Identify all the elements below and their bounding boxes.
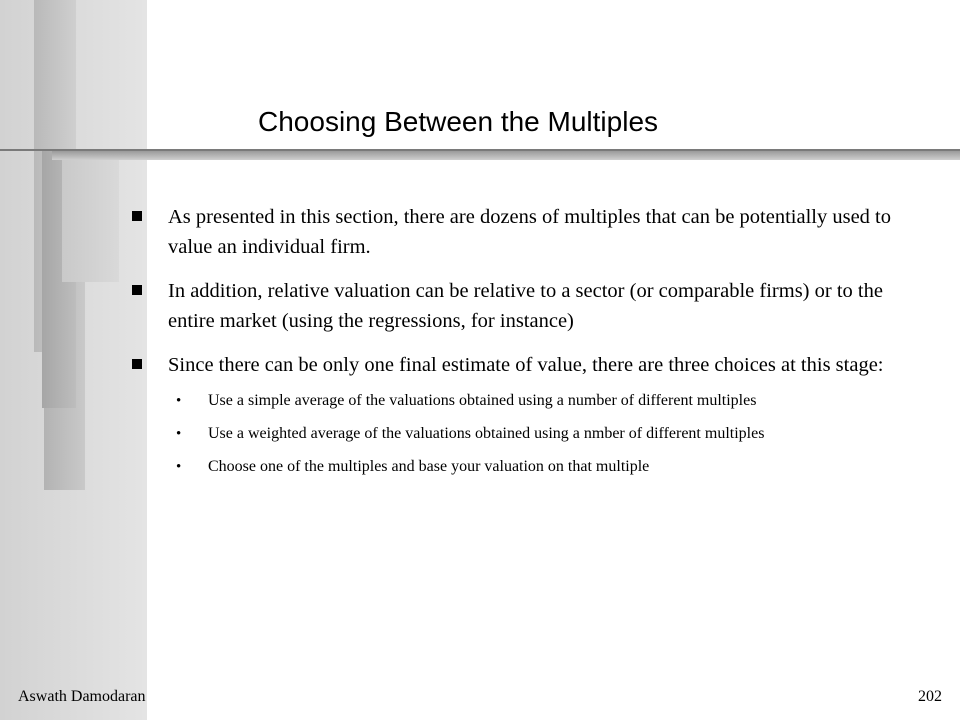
sub-bullet-item bbox=[176, 456, 912, 478]
bullet-item bbox=[132, 202, 912, 262]
square-bullet-icon bbox=[132, 285, 142, 295]
bullet-item bbox=[132, 350, 912, 380]
decorative-bar bbox=[62, 160, 119, 282]
dot-bullet-icon: • bbox=[176, 393, 182, 409]
page-title: Choosing Between the Multiples bbox=[258, 106, 659, 137]
dot-bullet-icon: • bbox=[176, 426, 182, 442]
sub-bullet-item bbox=[176, 390, 912, 412]
footer-author: Aswath Damodaran bbox=[18, 688, 146, 705]
bullet-text: Since there can be only one final estimate of value, there are three choices at this stage: bbox=[168, 354, 884, 376]
square-bullet-icon bbox=[132, 211, 142, 221]
page-number: 202 bbox=[918, 688, 942, 705]
sub-bullet-text: Choose one of the multiples and base your valuation on that multiple bbox=[208, 458, 650, 475]
sub-bullet-item bbox=[176, 423, 912, 445]
bullet-text: As presented in this section, there are dozens of multiples that can be potentially used to value an individual firm. bbox=[168, 206, 891, 258]
slide-body bbox=[132, 202, 912, 489]
square-bullet-icon bbox=[132, 359, 142, 369]
sub-bullet-text: Use a simple average of the valuations obtained using a number of different multiples bbox=[208, 392, 757, 409]
sub-bullet-text: Use a weighted average of the valuations obtained using a nmber of different multiples bbox=[208, 425, 765, 442]
title-divider-shadow bbox=[52, 151, 960, 160]
bullet-text: In addition, relative valuation can be relative to a sector (or comparable firms) or to the entire market (using the regressions, for instance) bbox=[168, 280, 883, 332]
dot-bullet-icon: • bbox=[176, 459, 182, 475]
bullet-item bbox=[132, 276, 912, 336]
